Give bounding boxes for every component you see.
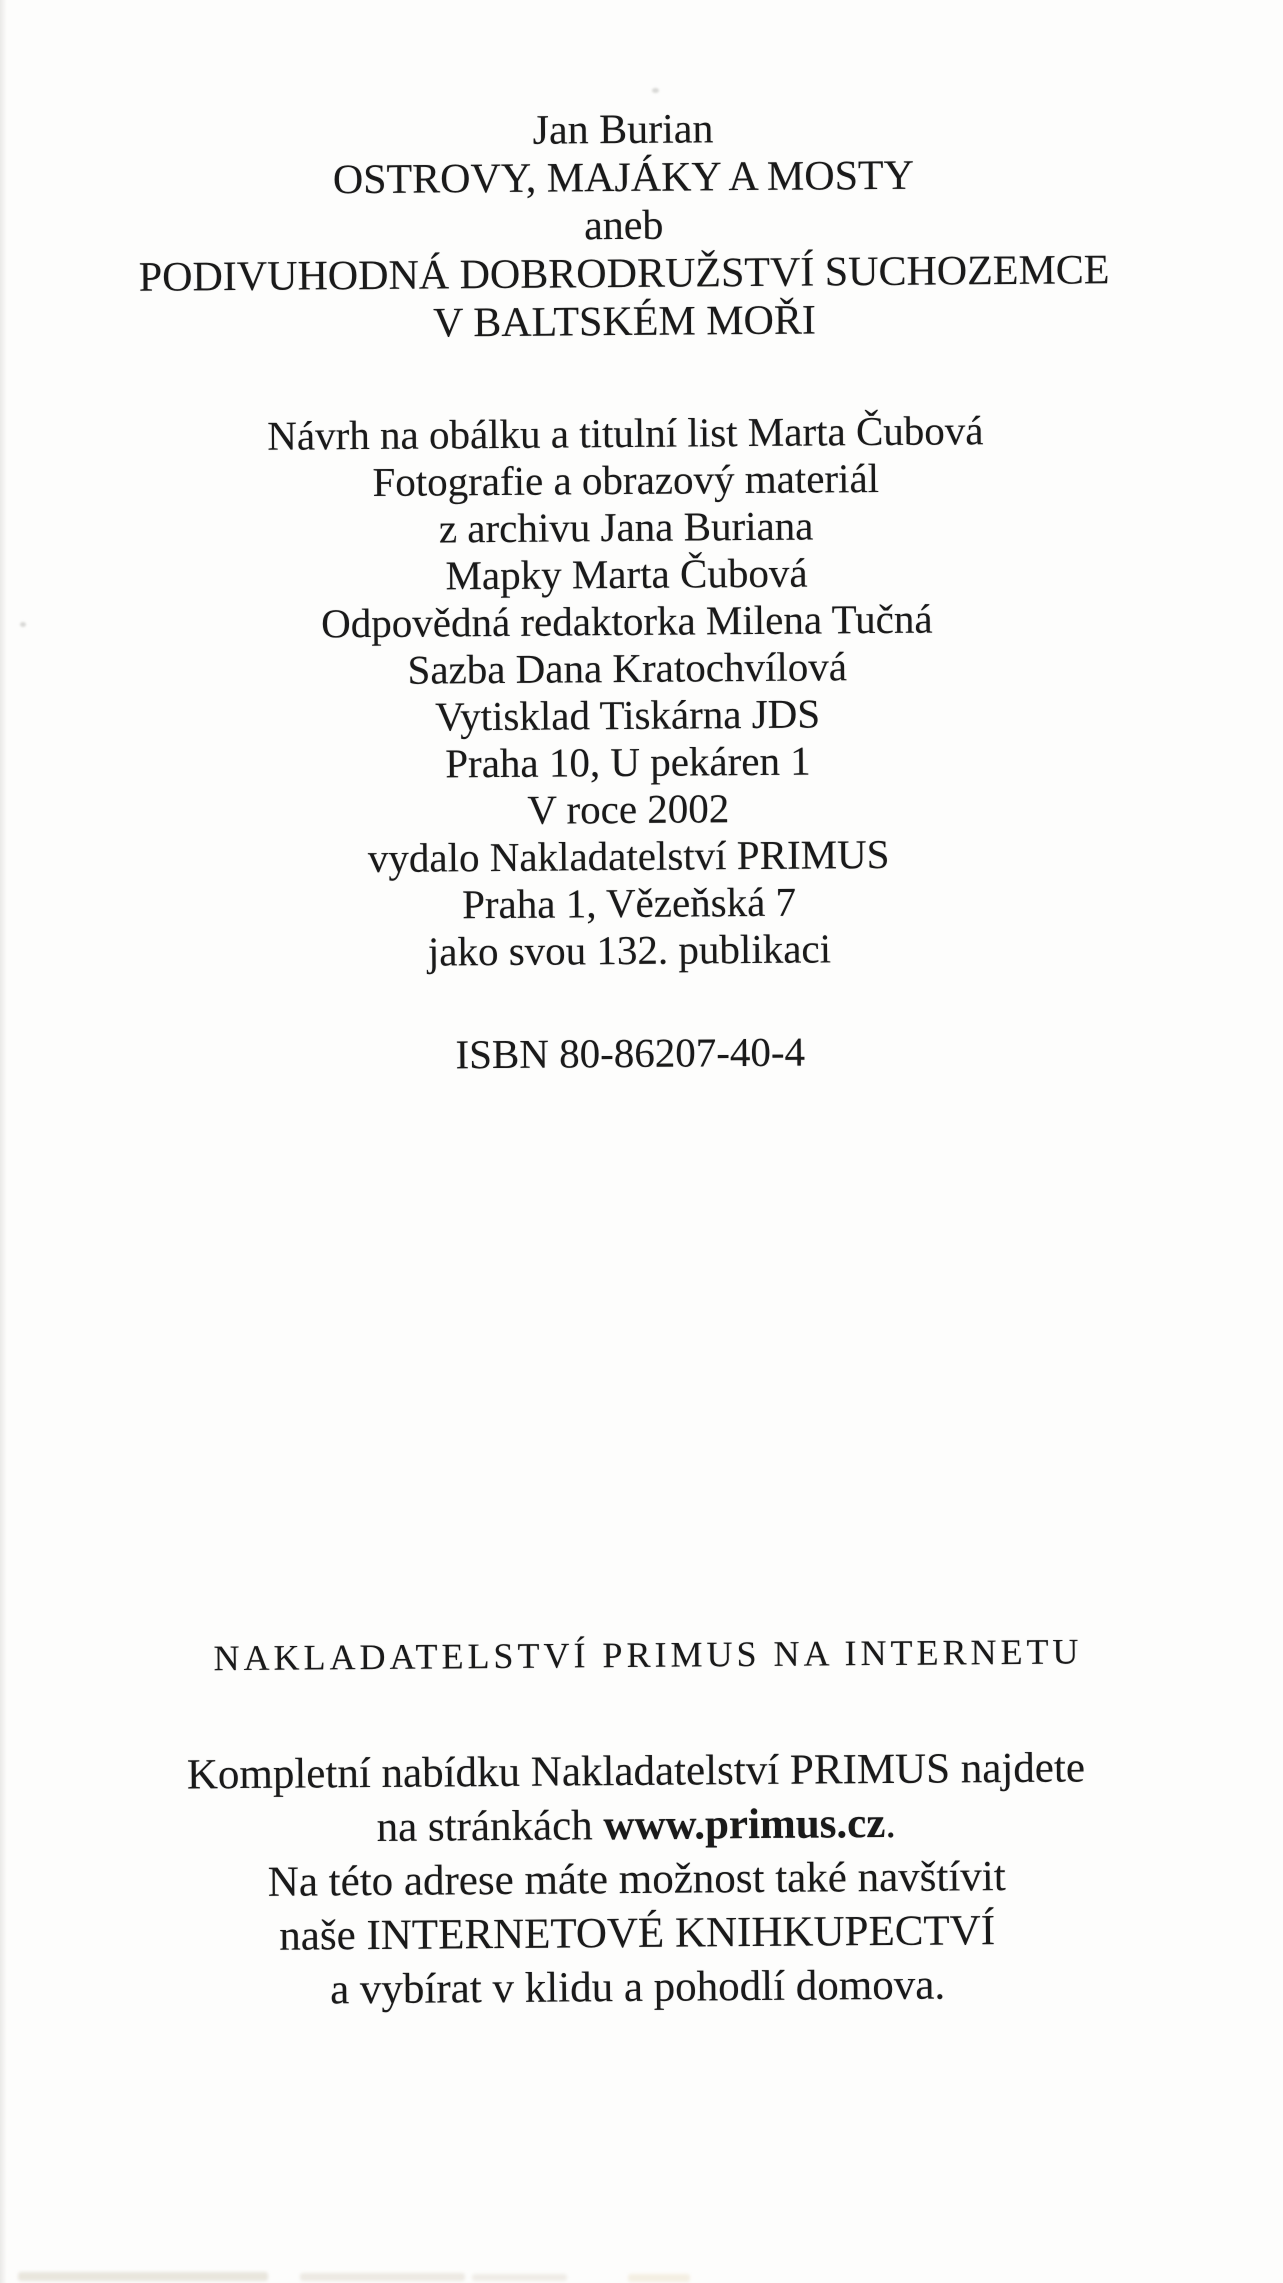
internet-section-heading: NAKLADATELSTVÍ PRIMUS NA INTERNETU xyxy=(213,1631,1083,1679)
website-prefix: na stránkách xyxy=(376,1802,604,1851)
scan-bottom-smudge xyxy=(628,2274,690,2282)
book-subtitle-line1: PODIVUHODNÁ DOBRODRUŽSTVÍ SUCHOZEMCE xyxy=(138,247,1110,301)
book-subtitle-line2: V BALTSKÉM MOŘI xyxy=(432,297,817,347)
credit-line-publication-number: jako svou 132. publikaci xyxy=(427,925,832,975)
website-url: www.primus.cz xyxy=(603,1799,886,1850)
internet-block xyxy=(14,1740,1260,2020)
author-name: Jan Burian xyxy=(532,106,714,154)
internet-line-bookstore: naše INTERNETOVÉ KNIHKUPECTVÍ xyxy=(279,1907,996,1960)
credit-line-cover-design: Návrh na obálku a titulní list Marta Čubová xyxy=(267,407,984,459)
credit-line-typesetting: Sazba Dana Kratochvílová xyxy=(407,643,848,693)
credits-block xyxy=(3,405,1251,979)
scan-bottom-smudge xyxy=(300,2273,465,2281)
credit-line-maps: Mapky Marta Čubová xyxy=(445,549,808,599)
scan-bottom-smudge xyxy=(18,2272,268,2281)
isbn-line: ISBN 80-86207-40-4 xyxy=(455,1028,806,1078)
scan-bottom-smudge xyxy=(472,2274,567,2281)
credit-line-publisher: vydalo Nakladatelství PRIMUS xyxy=(367,830,890,882)
internet-line-comfort: a vybírat v klidu a pohodlí domova. xyxy=(329,1961,946,2014)
website-line xyxy=(14,1794,1258,1858)
credit-line-printer-address: Praha 10, U pekáren 1 xyxy=(445,737,811,787)
scan-speck xyxy=(20,622,26,627)
internet-line-offer: Kompletní nabídku Nakladatelství PRIMUS najdete xyxy=(186,1744,1086,1799)
title-connector: aneb xyxy=(583,202,664,250)
credit-line-publisher-address: Praha 1, Vězeňská 7 xyxy=(461,878,797,928)
website-suffix: . xyxy=(885,1799,897,1847)
credit-line-archive: z archivu Jana Buriana xyxy=(438,502,814,552)
scan-speck xyxy=(652,88,659,93)
internet-line-visit: Na této adrese máte možnost také navštívit xyxy=(267,1853,1006,1906)
scan-edge-shadow xyxy=(0,0,7,2283)
credit-line-year: V roce 2002 xyxy=(527,785,730,833)
credit-line-editor: Odpovědná redaktorka Milena Tučná xyxy=(320,595,933,647)
book-title: OSTROVY, MAJÁKY A MOSTY xyxy=(332,152,915,204)
title-block xyxy=(1,101,1247,351)
credit-line-printer: Vytisklad Tiskárna JDS xyxy=(434,690,821,740)
credit-line-photos: Fotografie a obrazový materiál xyxy=(372,454,880,505)
